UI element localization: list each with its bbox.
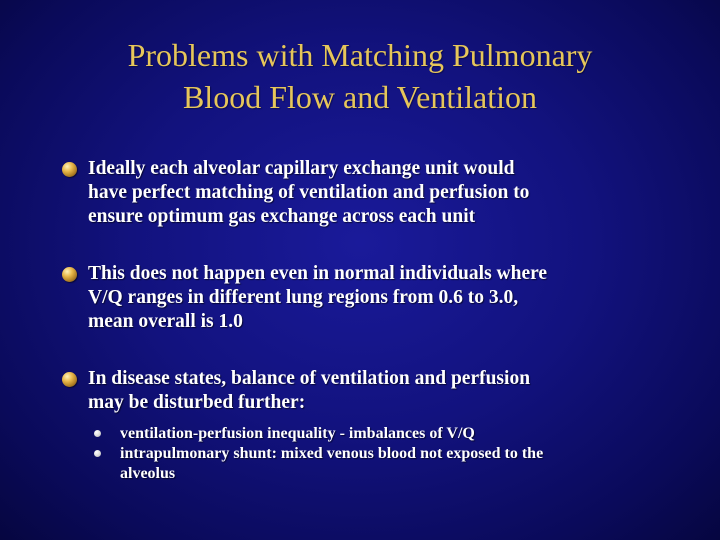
- bullet-line: mean overall is 1.0: [88, 311, 243, 332]
- gold-sphere-bullet-icon: [62, 162, 77, 177]
- bullet-line: Ideally each alveolar capillary exchange unit would: [88, 158, 515, 179]
- sub-bullet-item: [92, 444, 662, 484]
- bullet-item: [62, 367, 662, 484]
- title-line: Problems with Matching Pulmonary: [127, 37, 593, 73]
- bullet-list: [62, 157, 662, 484]
- sub-bullet-line: alveolus: [120, 465, 176, 482]
- bullet-line: may be disturbed further:: [88, 392, 306, 413]
- bullet-line: This does not happen even in normal individuals where: [88, 263, 548, 284]
- white-dot-bullet-icon: [94, 450, 101, 457]
- title-line: Blood Flow and Ventilation: [182, 79, 538, 115]
- sub-bullet-item: [92, 424, 662, 444]
- bullet-item: [62, 262, 662, 334]
- bullet-text: [88, 157, 662, 229]
- bullet-line: V/Q ranges in different lung regions from 0.6 to 3.0,: [88, 287, 519, 308]
- bullet-item: [62, 157, 662, 229]
- bullet-text: [88, 262, 662, 334]
- bullet-line: In disease states, balance of ventilation and perfusion: [88, 368, 531, 389]
- bullet-line: have perfect matching of ventilation and perfusion to: [88, 182, 530, 203]
- sub-bullet-list: [92, 424, 662, 484]
- sub-bullet-line: ventilation-perfusion inequality - imbalances of V/Q: [120, 425, 475, 442]
- bullet-line: ensure optimum gas exchange across each unit: [88, 206, 476, 227]
- white-dot-bullet-icon: [94, 430, 101, 437]
- bullet-text: [88, 367, 662, 415]
- gold-sphere-bullet-icon: [62, 267, 77, 282]
- slide-title: [40, 34, 680, 118]
- gold-sphere-bullet-icon: [62, 372, 77, 387]
- sub-bullet-line: intrapulmonary shunt: mixed venous blood not exposed to the: [120, 445, 544, 462]
